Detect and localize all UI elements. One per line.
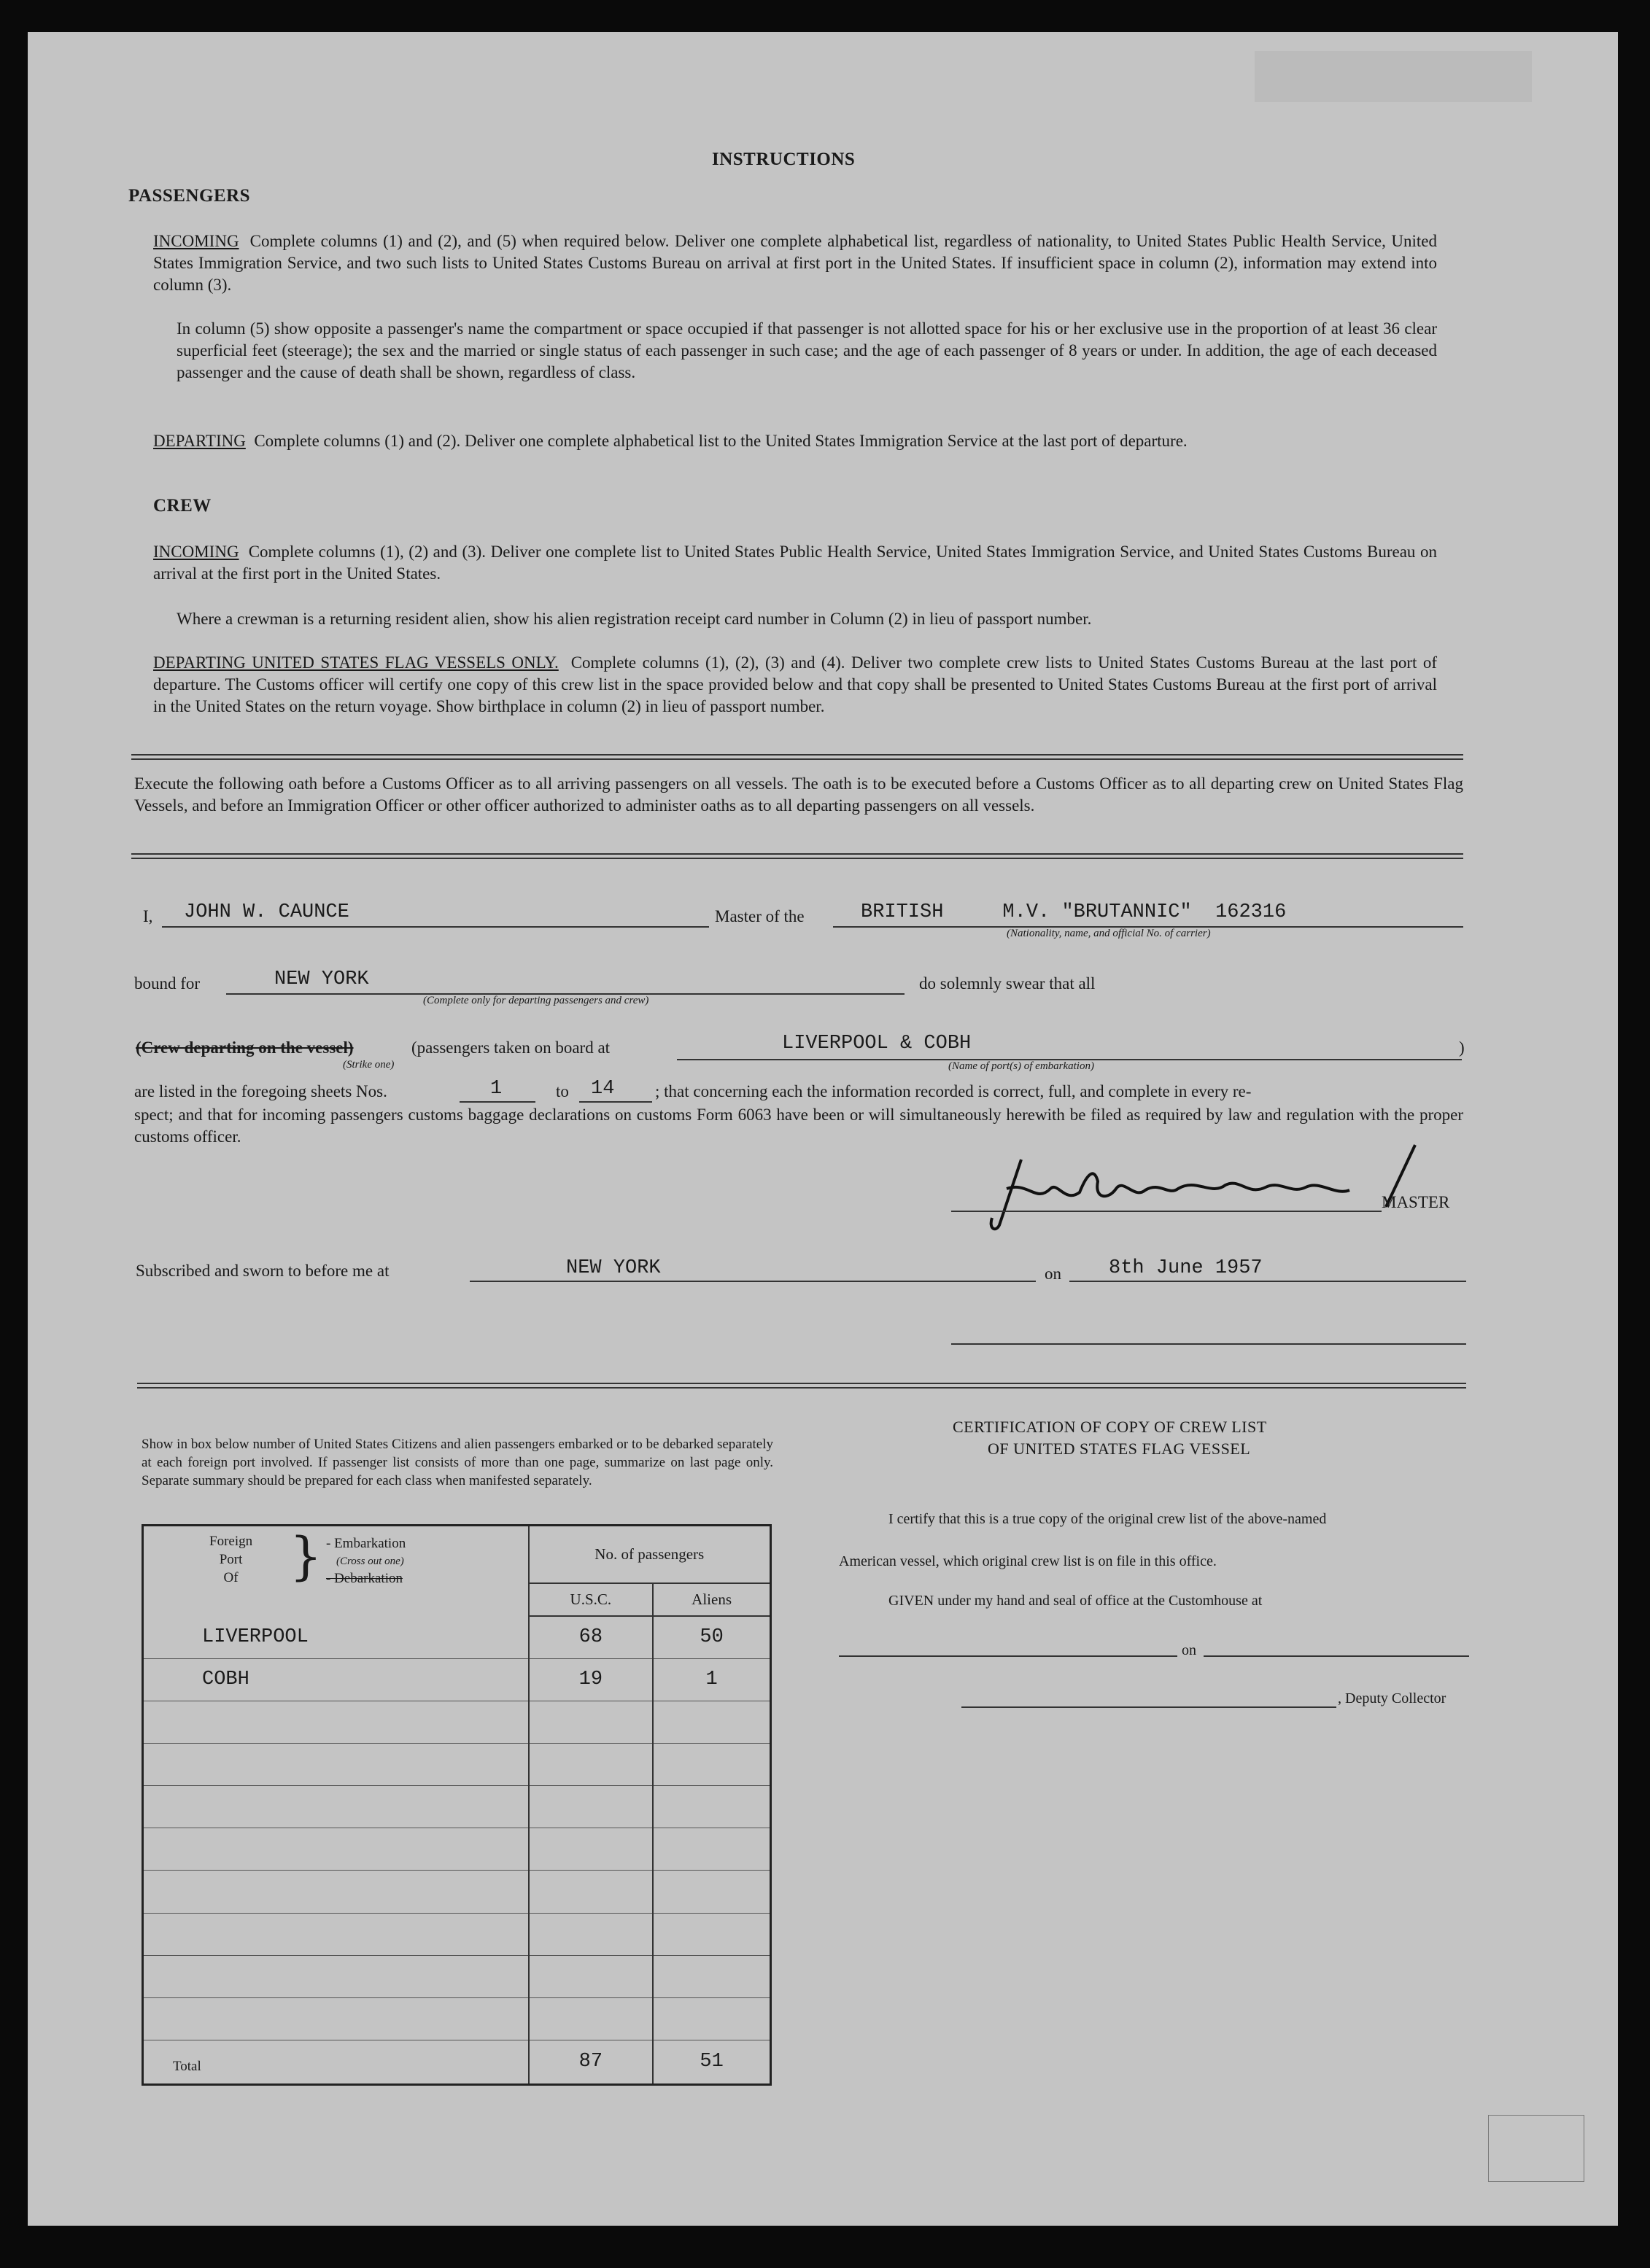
passengers-incoming-text: Complete columns (1) and (2), and (5) when required below. Deliver one complete alphabetical list, regardless of nationality, to United States Public Health Service, United States Immigration Service, and two such lists to United States Customs Bureau on arrival at first port in the United States. If insufficient space in column (2), information may extend into column (3). (153, 232, 1438, 294)
aliens-header: Aliens (653, 1583, 770, 1616)
total-usc: 87 (529, 2040, 654, 2084)
signature-line (951, 1211, 1382, 1212)
bound-for-label: bound for (134, 974, 201, 993)
sheet-to-line (579, 1101, 652, 1103)
master-label: MASTER (1382, 1193, 1450, 1211)
close-paren: ) (1459, 1038, 1465, 1057)
row-port: LIVERPOOL (143, 1616, 529, 1659)
passengers-departing-paragraph (153, 430, 1437, 452)
table-row (143, 1828, 771, 1871)
passenger-summary-table (142, 1524, 772, 2086)
row-usc: 68 (529, 1616, 654, 1659)
passengers-departing-text: Complete columns (1) and (2). Deliver one complete alphabetical list to the United States Immigration Service at the last port of departure. (254, 432, 1188, 450)
total-row (143, 2040, 771, 2084)
table-row (143, 1871, 771, 1913)
crew-departing-text: Complete columns (1), (2), (3) and (4). Deliver two complete crew lists to United States Customs Bureau at the last port of departure. The Customs officer will certify one copy of this crew list in the space provided below and that copy shall be presented to United States Customs Bureau at the first port of arrival in the United States on the return voyage. Show birthplace in column (2) in lieu of passport number. (153, 653, 1438, 715)
table-row (143, 1616, 771, 1659)
passengers-incoming-paragraph (153, 230, 1437, 296)
sheet-to-label: to (556, 1082, 569, 1100)
master-of-label: Master of the (715, 907, 805, 925)
crew-returning-paragraph: Where a crewman is a returning resident alien, show his alien registration receipt card number in Column (2) in lieu of passport number. (177, 610, 1092, 628)
row-port: COBH (143, 1658, 529, 1701)
crew-heading: CREW (153, 496, 212, 516)
table-row (143, 1955, 771, 1997)
sworn-date-line (1069, 1281, 1466, 1282)
sheet-from-line (460, 1101, 535, 1103)
passengers-incoming-label: INCOMING (153, 232, 239, 250)
crew-incoming-paragraph (153, 541, 1437, 585)
section-divider-3 (137, 1383, 1466, 1389)
port-header-cell (143, 1526, 529, 1616)
embarkation-ports: LIVERPOOL & COBH (782, 1033, 972, 1055)
master-name: JOHN W. CAUNCE (184, 901, 349, 923)
certification-line-1: I certify that this is a true copy of the original crew list of the above-named (888, 1511, 1327, 1527)
page-title: INSTRUCTIONS (712, 149, 856, 169)
passengers-header: No. of passengers (529, 1526, 771, 1584)
sheets-text-3: spect; and that for incoming passengers customs baggage declarations on customs Form 6063 have been or will simultaneously herewith be filed as required by law and regulation with the proper customs officer. (134, 1106, 1463, 1146)
deputy-collector-line (961, 1706, 1336, 1708)
total-label: Total (143, 2040, 529, 2084)
deputy-collector-label: , Deputy Collector (1338, 1690, 1446, 1706)
table-row (143, 1997, 771, 2040)
row-aliens: 1 (653, 1658, 770, 1701)
header-embarkation: - Embarkation (326, 1536, 406, 1551)
sworn-place: NEW YORK (566, 1257, 661, 1279)
bound-for-caption: (Complete only for departing passengers and crew) (423, 995, 649, 1006)
officer-signature-line (951, 1343, 1466, 1345)
embarkation-caption: (Name of port(s) of embarkation) (948, 1060, 1094, 1072)
sworn-place-line (470, 1281, 1036, 1282)
certification-line-2: American vessel, which original crew list is on file in this office. (839, 1553, 1217, 1569)
table-row (143, 1701, 771, 1744)
customhouse-line (839, 1655, 1177, 1657)
usc-header: U.S.C. (529, 1583, 654, 1616)
certification-date-line (1204, 1655, 1469, 1657)
table-row (143, 1913, 771, 1955)
header-debarkation: - Debarkation (326, 1571, 403, 1586)
sworn-date: 8th June 1957 (1109, 1257, 1263, 1279)
oath-instructions: Execute the following oath before a Customs Officer as to all arriving passengers on all vessels. The oath is to be executed before a Customs Officer as to all departing crew on United States Flag Vessels, and before an Immigration Officer or other officer authorized to administer oaths as to all departing passengers on all vessels. (134, 774, 1463, 815)
passengers-heading: PASSENGERS (128, 186, 251, 206)
subscribed-label: Subscribed and sworn to before me at (136, 1262, 390, 1280)
oath-i-label: I, (143, 907, 153, 925)
summary-instructions: Show in box below number of United States Citizens and alien passengers embarked or to be debarked separately at each foreign port involved. If passenger list consists of more than one page, summarize on last page only. Separate summary should be prepared for each class when manifested separately. (142, 1437, 773, 1488)
master-name-line (162, 926, 709, 928)
certification-title-1: CERTIFICATION OF COPY OF CREW LIST (953, 1418, 1267, 1436)
struck-crew-text: (Crew departing on the vessel) (136, 1038, 354, 1057)
sheets-text-1: are listed in the foregoing sheets Nos. (134, 1082, 387, 1100)
master-signature (977, 1138, 1459, 1240)
sheets-text-2: ; that concerning each the information recorded is correct, full, and complete in every re- (655, 1082, 1252, 1100)
row-aliens: 50 (653, 1616, 770, 1659)
sworn-on-label: on (1045, 1265, 1061, 1283)
swear-text: do solemnly swear that all (919, 974, 1096, 993)
vessel-caption: (Nationality, name, and official No. of carrier) (1007, 928, 1211, 939)
table-row (143, 1658, 771, 1701)
header-foreign: Foreign (209, 1534, 253, 1549)
sheet-from: 1 (490, 1078, 503, 1100)
crew-departing-paragraph (153, 652, 1437, 718)
crew-departing-label: DEPARTING UNITED STATES FLAG VESSELS ONLY. (153, 653, 559, 672)
crew-incoming-label: INCOMING (153, 543, 239, 561)
section-divider-1 (131, 754, 1463, 760)
certification-line-3: GIVEN under my hand and seal of office at the Customhouse at (888, 1593, 1263, 1609)
brace-icon: } (290, 1526, 322, 1586)
total-aliens: 51 (653, 2040, 770, 2084)
passengers-departing-label: DEPARTING (153, 432, 246, 450)
sheet-to: 14 (591, 1078, 615, 1100)
header-cross-out: (Cross out one) (336, 1556, 404, 1567)
passengers-column5-paragraph: In column (5) show opposite a passenger's name the compartment or space occupied if that passenger is not allotted space for his or her exclusive use in the proportion of at least 36 clear superficial feet (steerage); the sex and the married or single status of each passenger in such case; and the age of each passenger of 8 years or under. In addition, the age of each deceased passenger and the cause of death shall be shown, regardless of class. (177, 319, 1437, 381)
taken-on-board-text: (passengers taken on board at (411, 1038, 611, 1057)
header-of: Of (223, 1570, 239, 1585)
certification-title-2: OF UNITED STATES FLAG VESSEL (988, 1440, 1251, 1458)
table-row (143, 1744, 771, 1786)
faint-stamp-bottom (1488, 2115, 1584, 2182)
table-row (143, 1786, 771, 1828)
strike-caption: (Strike one) (343, 1059, 395, 1071)
crew-incoming-text: Complete columns (1), (2) and (3). Deliver one complete list to United States Public Health Service, United States Immigration Service, and United States Customs Bureau on arrival at the first port in the United States. (153, 543, 1437, 583)
faint-stamp-top (1255, 51, 1532, 102)
row-usc: 19 (529, 1658, 654, 1701)
bound-for-value: NEW YORK (274, 968, 369, 990)
section-divider-2 (131, 853, 1463, 859)
certification-on-label: on (1182, 1642, 1196, 1658)
vessel-name: BRITISH M.V. "BRUTANNIC" 162316 (861, 901, 1287, 923)
header-port: Port (219, 1552, 243, 1567)
